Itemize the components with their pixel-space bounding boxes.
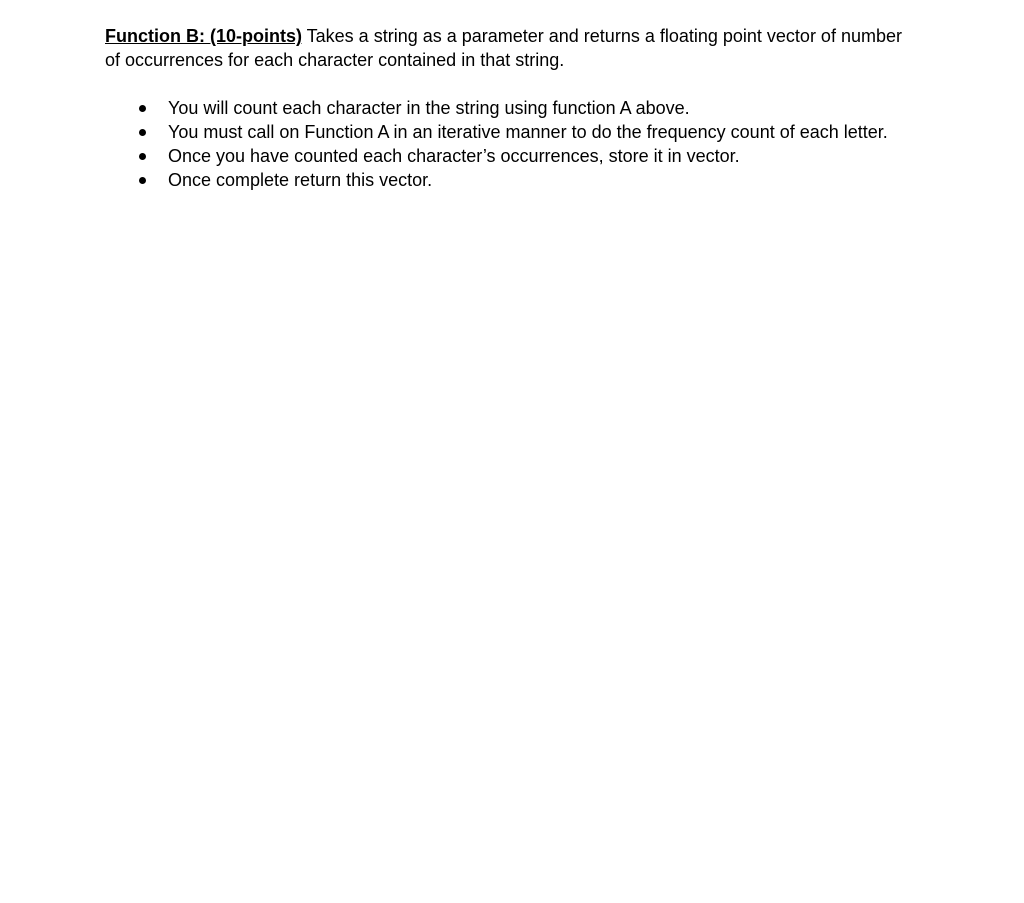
bullet-icon	[139, 177, 146, 184]
function-b-heading: Function B: (10-points)	[105, 26, 302, 46]
list-item	[168, 168, 905, 192]
requirements-list	[105, 96, 905, 192]
list-item-text: You will count each character in the string using function A above.	[168, 98, 690, 118]
bullet-icon	[139, 153, 146, 160]
bullet-icon	[139, 129, 146, 136]
list-item	[168, 120, 905, 144]
function-b-section	[105, 24, 905, 192]
list-item-text: Once complete return this vector.	[168, 170, 433, 190]
list-item	[168, 144, 905, 168]
list-item-text: Once you have counted each character’s occurrences, store it in vector.	[168, 146, 740, 166]
list-item-text: You must call on Function A in an iterative manner to do the frequency count of each letter.	[168, 122, 888, 142]
function-b-description: Takes a string as a parameter and returns a floating point vector of number of occurrences for each character contained in that string.	[105, 26, 902, 70]
list-item	[168, 96, 905, 120]
function-b-intro	[105, 24, 905, 72]
bullet-icon	[139, 105, 146, 112]
